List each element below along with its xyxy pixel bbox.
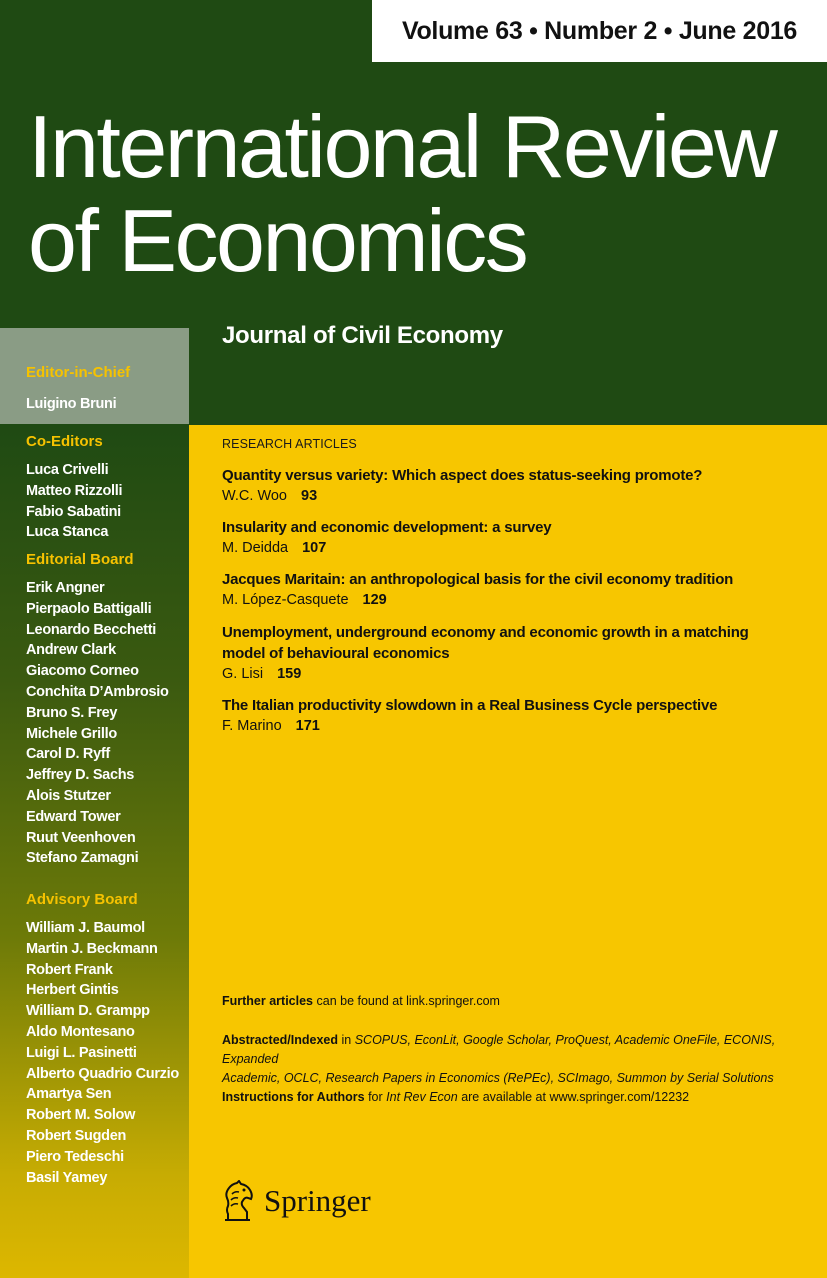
advisor-name: Robert Frank (26, 961, 113, 978)
further-articles-text: can be found at link.springer.com (313, 994, 500, 1008)
board-member-name: Jeffrey D. Sachs (26, 767, 135, 784)
article-entry (222, 695, 802, 737)
board-member-name: Conchita D’Ambrosio (26, 683, 169, 700)
board-member-name: Andrew Clark (26, 642, 116, 659)
advisor-name: Robert M. Solow (26, 1107, 136, 1124)
article-author: W.C. Woo (222, 488, 287, 504)
advisor-name: Luigi L. Pasinetti (26, 1044, 137, 1061)
co-editor-name: Matteo Rizzolli (26, 482, 123, 499)
advisory-board-list (26, 918, 179, 1188)
index-list: SCOPUS, EconLit, Google Scholar, ProQuest, Academic OneFile, ECONIS, Expanded (222, 1033, 776, 1066)
advisor-name: Basil Yamey (26, 1169, 108, 1186)
co-editor-name: Fabio Sabatini (26, 503, 121, 520)
journal-subtitle: Journal of Civil Economy (222, 322, 503, 349)
advisory-board-heading: Advisory Board (26, 891, 138, 908)
article-entry (222, 465, 802, 507)
further-articles-label: Further articles (222, 994, 314, 1008)
advisor-name: Martin J. Beckmann (26, 940, 158, 957)
advisor-name: Alberto Quadrio Curzio (26, 1065, 179, 1082)
abstracted-indexed-label: Abstracted/Indexed (222, 1033, 339, 1047)
article-title: Insularity and economic development: a survey (222, 519, 552, 536)
editor-in-chief-name: Luigino Bruni (26, 396, 117, 412)
article-page: 107 (302, 540, 327, 556)
board-member-name: Erik Angner (26, 580, 105, 596)
board-member-name: Carol D. Ryff (26, 746, 110, 763)
co-editor-name: Luca Crivelli (26, 462, 109, 478)
board-member-name: Edward Tower (26, 808, 121, 825)
co-editors-list (26, 460, 122, 543)
advisor-name: Herbert Gintis (26, 982, 119, 999)
publisher-name: Springer (264, 1183, 371, 1218)
article-page: 93 (301, 488, 318, 504)
instructions-label: Instructions for Authors (222, 1090, 365, 1104)
abstracted-indexed-note: Abstracted/Indexed in SCOPUS, EconLit, Google Scholar, ProQuest, Academic OneFile, ECONIS, Expanded Academic, OCLC, Research Papers in Economics (RePEc), SCImago, Summon by Serial Solutions (222, 1033, 776, 1085)
article-author: M. Deidda (222, 540, 289, 556)
advisor-name: Robert Sugden (26, 1127, 127, 1144)
board-member-name: Giacomo Corneo (26, 663, 139, 680)
article-entry (222, 622, 802, 685)
board-member-name: Ruut Veenhoven (26, 829, 136, 846)
further-articles-note (222, 992, 802, 1011)
instructions-note: Instructions for Authors for Int Rev Econ are available at www.springer.com/12232 (222, 1090, 690, 1104)
board-member-name: Michele Grillo (26, 725, 117, 742)
board-member-name: Pierpaolo Battigalli (26, 600, 152, 617)
article-page: 159 (277, 666, 302, 682)
journal-title-line-1: International Review (28, 97, 776, 196)
article-entry (222, 517, 802, 559)
advisor-name: William J. Baumol (26, 920, 145, 936)
article-entry (222, 569, 802, 611)
instructions-url-text: are available at www.springer.com/12232 (457, 1090, 690, 1104)
issue-box (372, 0, 827, 62)
article-page: 171 (295, 718, 320, 734)
co-editor-name: Luca Stanca (26, 524, 109, 541)
springer-horse-icon (220, 1180, 256, 1222)
advisor-name: Amartya Sen (26, 1086, 112, 1103)
issue-info: Volume 63 • Number 2 • June 2016 (401, 16, 798, 45)
article-title: The Italian productivity slowdown in a Real Business Cycle perspective (222, 697, 718, 714)
article-title: Quantity versus variety: Which aspect does status-seeking promote? (222, 467, 703, 484)
article-title-continued: model of behavioural economics (222, 645, 450, 662)
research-articles-label: RESEARCH ARTICLES (222, 437, 357, 451)
article-author: M. López-Casquete (222, 592, 349, 608)
article-title: Unemployment, underground economy and economic growth in a matching (222, 624, 749, 641)
journal-title (28, 97, 776, 290)
advisor-name: William D. Grampp (26, 1003, 150, 1020)
advisor-name: Piero Tedeschi (26, 1148, 124, 1165)
board-member-name: Bruno S. Frey (26, 704, 118, 721)
co-editors-heading: Co-Editors (26, 433, 103, 450)
article-author: F. Marino (222, 718, 282, 734)
article-title: Jacques Maritain: an anthropological basis for the civil economy tradition (222, 571, 734, 588)
editorial-board-heading: Editorial Board (26, 551, 134, 568)
index-list-continued: Academic, OCLC, Research Papers in Economics (RePEc), SCImago, Summon by Serial Solutions (222, 1071, 774, 1085)
journal-abbreviation: Int Rev Econ (386, 1090, 458, 1104)
editorial-board-list (26, 578, 169, 869)
board-member-name: Stefano Zamagni (26, 850, 139, 867)
article-page: 129 (362, 592, 387, 608)
board-member-name: Alois Stutzer (26, 787, 111, 804)
advisor-name: Aldo Montesano (26, 1023, 135, 1040)
board-member-name: Leonardo Becchetti (26, 621, 156, 638)
journal-title-line-2: of Economics (28, 191, 527, 290)
article-author: G. Lisi (222, 666, 264, 682)
springer-logo (220, 1180, 371, 1222)
editor-in-chief-heading: Editor-in-Chief (26, 364, 131, 381)
